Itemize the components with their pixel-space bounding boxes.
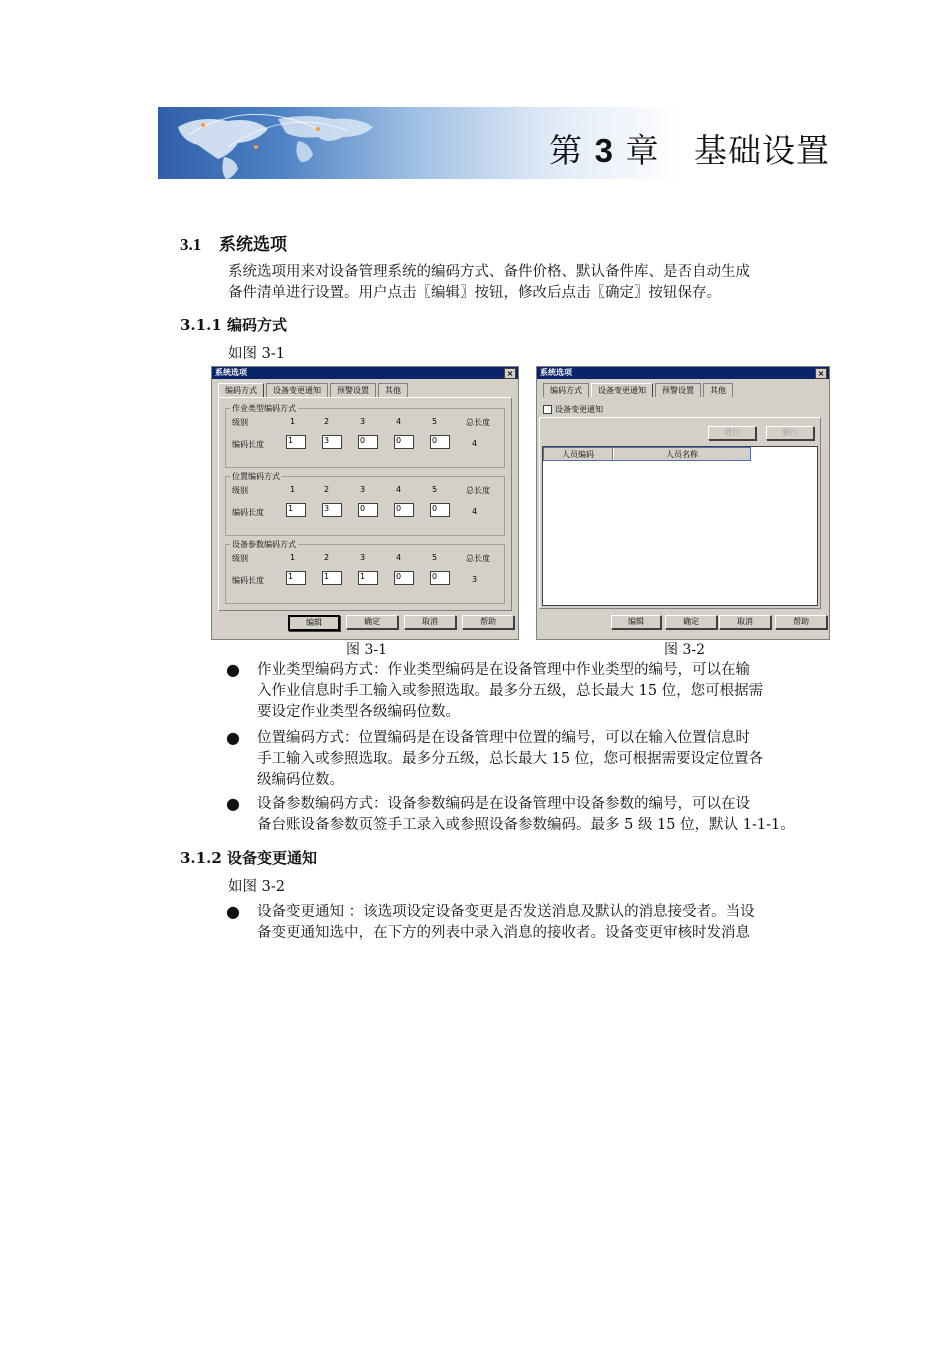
level-num: 1 (290, 553, 296, 562)
paragraph-line: 备件清单进行设置。用户点击〖编辑〗按钮，修改后点击〖确定〗按钮保存。 (228, 285, 721, 301)
bullet-line: 设备变更通知 ：该选项设定设备变更是否发送消息及默认的消息接受者。当设 (257, 904, 755, 920)
code-length-input[interactable]: 3 (322, 435, 342, 449)
code-length-input[interactable]: 0 (430, 435, 450, 449)
tab-change-notice[interactable]: 设备变更通知 (266, 383, 328, 397)
code-length-input[interactable]: 3 (322, 503, 342, 517)
chapter-title: 第 3 章 基础设置 (549, 131, 830, 170)
tab-other[interactable]: 其他 (378, 383, 408, 397)
level-num: 3 (360, 485, 366, 494)
code-length-input[interactable]: 0 (430, 503, 450, 517)
dialog-titlebar: 系统选项 × (537, 367, 829, 379)
group-legend: 设备参数编码方式 (232, 540, 296, 549)
figure-caption: 图 3-2 (664, 642, 705, 658)
bullet-line: 作业类型编码方式：作业类型编码是在设备管理中作业类型的编号，可以在输 (257, 662, 750, 678)
location-coding-group (225, 472, 505, 536)
level-num: 1 (290, 417, 296, 426)
group-legend: 作业类型编码方式 (232, 404, 296, 413)
tab-warning[interactable]: 预警设置 (330, 383, 376, 397)
paragraph-line: 系统选项用来对设备管理系统的编码方式、备件价格、默认备件库、是否自动生成 (228, 264, 750, 280)
bullet-line: 要设定作业类型各级编码位数。 (257, 704, 460, 720)
tab-coding[interactable]: 编码方式 (218, 383, 264, 397)
code-length-label: 编码长度 (232, 576, 264, 585)
system-options-dialog-2 (536, 366, 830, 640)
bullet-line: 手工输入或参照选取。最多分五级，总长最大 15 位，您可根据需要设定位置各 (257, 751, 764, 767)
ok-button[interactable]: 确定 (665, 615, 717, 629)
change-notice-checkbox[interactable] (543, 405, 552, 414)
level-label: 级别 (232, 554, 248, 563)
bullet-icon: ● (226, 660, 240, 679)
level-num: 3 (360, 553, 366, 562)
level-num: 2 (324, 553, 330, 562)
bullet-line: 入作业信息时手工输入或参照选取。最多分五级，总长最大 15 位，您可根据需 (257, 683, 764, 699)
recipient-list[interactable] (542, 446, 818, 606)
level-num: 5 (432, 417, 438, 426)
tab-warning[interactable]: 预警设置 (655, 383, 701, 397)
column-header[interactable]: 人员编码 (543, 447, 613, 461)
code-length-input[interactable]: 1 (358, 571, 378, 585)
total-value: 4 (472, 439, 478, 448)
code-length-input[interactable]: 1 (286, 503, 306, 517)
bullet-icon: ● (226, 902, 240, 921)
level-num: 2 (324, 417, 330, 426)
code-length-input[interactable]: 1 (286, 435, 306, 449)
bullet-line: 备变更通知选中，在下方的列表中录入消息的接收者。设备变更审核时发消息 (257, 925, 750, 941)
group-legend: 位置编码方式 (232, 472, 280, 481)
total-value: 3 (472, 575, 478, 584)
cancel-button[interactable]: 取消 (404, 615, 456, 629)
bullet-icon: ● (226, 728, 240, 747)
level-num: 4 (396, 485, 402, 494)
code-length-input[interactable]: 0 (394, 435, 414, 449)
level-num: 4 (396, 417, 402, 426)
delete-row-button[interactable]: 删行 (766, 426, 814, 440)
code-length-input[interactable]: 0 (358, 503, 378, 517)
code-length-input[interactable]: 0 (394, 503, 414, 517)
section-heading-3-1-1: 3.1.1 编码方式 (180, 316, 287, 334)
header-focus-frame (543, 447, 751, 461)
level-num: 3 (360, 417, 366, 426)
level-label: 级别 (232, 418, 248, 427)
close-icon[interactable]: × (815, 368, 827, 379)
code-length-label: 编码长度 (232, 508, 264, 517)
ok-button[interactable]: 确定 (346, 615, 398, 629)
tab-other[interactable]: 其他 (703, 383, 733, 397)
figure-ref: 如图 3-1 (228, 346, 285, 362)
cancel-button[interactable]: 取消 (719, 615, 771, 629)
code-length-label: 编码长度 (232, 440, 264, 449)
code-length-input[interactable]: 0 (394, 571, 414, 585)
add-row-button[interactable]: 增行 (708, 426, 756, 440)
tab-change-notice[interactable]: 设备变更通知 (591, 383, 653, 397)
help-button[interactable]: 帮助 (775, 615, 827, 629)
code-length-input[interactable]: 1 (286, 571, 306, 585)
bullet-line: 备台账设备参数页签手工录入或参照设备参数编码。最多 5 级 15 位，默认 1-1-1。 (257, 817, 795, 833)
dialog-titlebar: 系统选项 × (212, 367, 518, 379)
code-length-input[interactable]: 1 (322, 571, 342, 585)
system-options-dialog-1 (211, 366, 519, 640)
column-header[interactable]: 人员名称 (613, 447, 751, 461)
level-num: 1 (290, 485, 296, 494)
code-length-input[interactable]: 0 (430, 571, 450, 585)
figure-ref: 如图 3-2 (228, 879, 285, 895)
work-type-coding-group (225, 404, 505, 468)
bullet-icon: ● (226, 794, 240, 813)
level-num: 5 (432, 553, 438, 562)
level-label: 级别 (232, 486, 248, 495)
equipment-param-coding-group (225, 540, 505, 604)
total-value: 4 (472, 507, 478, 516)
bullet-line: 级编码位数。 (257, 772, 344, 788)
help-button[interactable]: 帮助 (462, 615, 514, 629)
edit-button[interactable]: 编辑 (288, 615, 340, 631)
figure-caption: 图 3-1 (346, 642, 387, 658)
level-num: 4 (396, 553, 402, 562)
chapter-banner (158, 107, 830, 179)
tab-coding[interactable]: 编码方式 (543, 383, 589, 397)
section-heading-3-1-2: 3.1.2 设备变更通知 (180, 849, 317, 867)
bullet-line: 设备参数编码方式：设备参数编码是在设备管理中设备参数的编号，可以在设 (257, 796, 750, 812)
close-icon[interactable]: × (504, 368, 516, 379)
checkbox-label: 设备变更通知 (555, 405, 603, 414)
bullet-line: 位置编码方式：位置编码是在设备管理中位置的编号，可以在输入位置信息时 (257, 730, 750, 746)
total-label: 总长度 (466, 418, 490, 427)
total-label: 总长度 (466, 486, 490, 495)
level-num: 2 (324, 485, 330, 494)
edit-button[interactable]: 编辑 (611, 615, 661, 629)
tab-panel (218, 397, 512, 611)
section-heading-3-1: 3.1 系统选项 (180, 235, 288, 255)
tab-panel (539, 417, 821, 609)
code-length-input[interactable]: 0 (358, 435, 378, 449)
total-label: 总长度 (466, 554, 490, 563)
world-map-icon (158, 107, 418, 179)
level-num: 5 (432, 485, 438, 494)
